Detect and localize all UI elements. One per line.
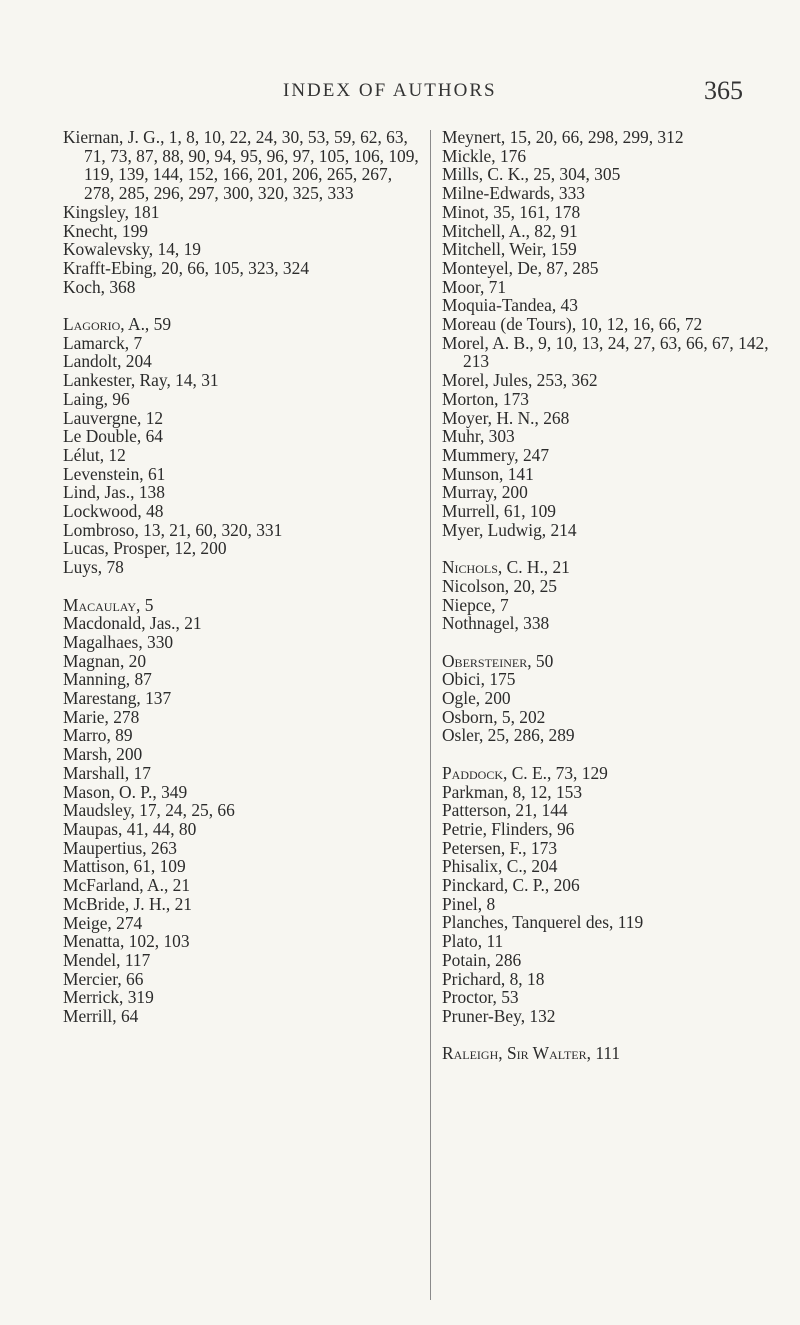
index-entry: Mummery, 247 [442, 444, 550, 465]
index-entry: Munson, 141 [442, 463, 534, 484]
index-entry: Myer, Ludwig, 214 [442, 519, 577, 540]
index-entry: Macdonald, Jas., 21 [63, 613, 202, 634]
index-entry: Moreau (de Tours), 10, 12, 16, 66, 72 [442, 314, 703, 335]
index-entry: Patterson, 21, 144 [442, 800, 568, 821]
letter-group [442, 652, 772, 746]
page-header [0, 76, 800, 116]
index-entry: Petrie, Flinders, 96 [442, 818, 575, 839]
index-entry: Pinel, 8 [442, 893, 496, 914]
index-entry: Marro, 89 [63, 725, 133, 746]
index-entry: Murray, 200 [442, 482, 528, 503]
index-entry: Morel, Jules, 253, 362 [442, 370, 598, 391]
index-entry: Petersen, F., 173 [442, 837, 558, 858]
index-entry: Osborn, 5, 202 [442, 706, 546, 727]
index-entry: Lind, Jas., 138 [63, 482, 165, 503]
index-entry: Morel, A. B., 9, 10, 13, 24, 27, 63, 66, 67, 142, 213 [442, 332, 769, 372]
index-entry: Marestang, 137 [63, 688, 172, 709]
index-entry: Mitchell, Weir, 159 [442, 239, 577, 260]
index-entry: Prichard, 8, 18 [442, 968, 545, 989]
index-entry: Lauvergne, 12 [63, 407, 164, 428]
index-entry: Nicolson, 20, 25 [442, 575, 557, 596]
index-entry: Monteyel, De, 87, 285 [442, 257, 599, 278]
index-entry: Laing, 96 [63, 388, 130, 409]
index-entry: Mills, C. K., 25, 304, 305 [442, 164, 621, 185]
letter-group [442, 128, 772, 539]
index-entry: Marsh, 200 [63, 744, 143, 765]
running-title: INDEX OF AUTHORS [283, 80, 497, 101]
letter-group [442, 764, 772, 1026]
index-entry: Lombroso, 13, 21, 60, 320, 331 [63, 519, 283, 540]
index-entry: Macaulay, 5 [63, 594, 154, 615]
index-entry: Levenstein, 61 [63, 463, 166, 484]
index-entry: Paddock, C. E., 73, 129 [442, 762, 608, 783]
index-entry: Krafft-Ebing, 20, 66, 105, 323, 324 [63, 257, 310, 278]
index-entry: Lankester, Ray, 14, 31 [63, 370, 219, 391]
index-entry: Obersteiner, 50 [442, 650, 554, 671]
index-entry: Meige, 274 [63, 912, 143, 933]
index-entry: Manning, 87 [63, 669, 152, 690]
index-entry: Merrick, 319 [63, 987, 154, 1008]
index-entry: Menatta, 102, 103 [63, 931, 190, 952]
index-entry: Minot, 35, 161, 178 [442, 201, 581, 222]
index-entry: Lamarck, 7 [63, 332, 143, 353]
index-entry: Proctor, 53 [442, 987, 519, 1008]
index-entry: Niepce, 7 [442, 594, 509, 615]
index-entry: Nichols, C. H., 21 [442, 557, 570, 578]
index-entry: Morton, 173 [442, 388, 529, 409]
index-entry: Mickle, 176 [442, 145, 527, 166]
left-index-column [63, 128, 423, 1026]
letter-group [442, 558, 772, 633]
index-entry: Lockwood, 48 [63, 501, 164, 522]
index-entry: Marshall, 17 [63, 762, 151, 783]
index-entry: Pruner-Bey, 132 [442, 1006, 556, 1026]
index-entry: Ogle, 200 [442, 688, 511, 709]
index-entry: McFarland, A., 21 [63, 875, 191, 896]
index-entry: Le Double, 64 [63, 426, 163, 447]
page-number: 365 [704, 76, 743, 105]
index-entry: Lélut, 12 [63, 444, 126, 465]
index-entry: Obici, 175 [442, 669, 516, 690]
letter-group [63, 596, 423, 1026]
index-entry: McBride, J. H., 21 [63, 893, 192, 914]
index-entry: Magnan, 20 [63, 650, 147, 671]
letter-group [442, 1044, 772, 1063]
index-entry: Milne-Edwards, 333 [442, 183, 585, 204]
index-entry: Phisalix, C., 204 [442, 856, 558, 877]
index-entry: Nothnagel, 338 [442, 613, 550, 634]
right-index-column [442, 128, 772, 1063]
index-entry: Landolt, 204 [63, 351, 152, 372]
index-entry: Mendel, 117 [63, 949, 151, 970]
index-entry: Mattison, 61, 109 [63, 856, 186, 877]
index-entry: Planches, Tanquerel des, 119 [442, 912, 644, 933]
index-entry: Koch, 368 [63, 276, 136, 297]
index-entry: Luys, 78 [63, 557, 124, 578]
index-entry: Lucas, Prosper, 12, 200 [63, 538, 227, 559]
index-entry: Plato, 11 [442, 931, 504, 952]
column-divider [430, 130, 431, 1300]
index-entry: Muhr, 303 [442, 426, 515, 447]
index-entry: Mercier, 66 [63, 968, 144, 989]
index-entry: Maupas, 41, 44, 80 [63, 818, 197, 839]
letter-group [63, 128, 423, 296]
index-entry: Pinckard, C. P., 206 [442, 875, 580, 896]
index-entry: Osler, 25, 286, 289 [442, 725, 575, 746]
index-entry: Kiernan, J. G., 1, 8, 10, 22, 24, 30, 53, 59, 62, 63, 71, 73, 87, 88, 90, 94, 95, 96, 97, 105, 106, 109, 119, 139, 144, 152, 166, 201, 206, 265, 267, 278, 285, 296, 297, 300, 320, 325, 333 [63, 127, 419, 204]
letter-group [63, 315, 423, 577]
index-entry: Moquia-Tandea, 43 [442, 295, 578, 316]
index-entry: Knecht, 199 [63, 220, 149, 241]
index-entry: Marie, 278 [63, 706, 140, 727]
index-entry: Meynert, 15, 20, 66, 298, 299, 312 [442, 127, 684, 147]
index-entry: Raleigh, Sir Walter, 111 [442, 1043, 621, 1064]
index-entry: Kingsley, 181 [63, 201, 160, 222]
index-entry: Murrell, 61, 109 [442, 501, 556, 522]
index-entry: Moyer, H. N., 268 [442, 407, 570, 428]
index-entry: Kowalevsky, 14, 19 [63, 239, 201, 260]
index-entry: Moor, 71 [442, 276, 507, 297]
index-entry: Maupertius, 263 [63, 837, 177, 858]
index-entry: Maudsley, 17, 24, 25, 66 [63, 800, 235, 821]
index-entry: Parkman, 8, 12, 153 [442, 781, 583, 802]
index-entry: Merrill, 64 [63, 1006, 139, 1027]
index-entry: Mitchell, A., 82, 91 [442, 220, 578, 241]
index-entry: Magalhaes, 330 [63, 631, 174, 652]
index-entry: Lagorio, A., 59 [63, 314, 172, 335]
index-entry: Mason, O. P., 349 [63, 781, 188, 802]
index-entry: Potain, 286 [442, 949, 522, 970]
